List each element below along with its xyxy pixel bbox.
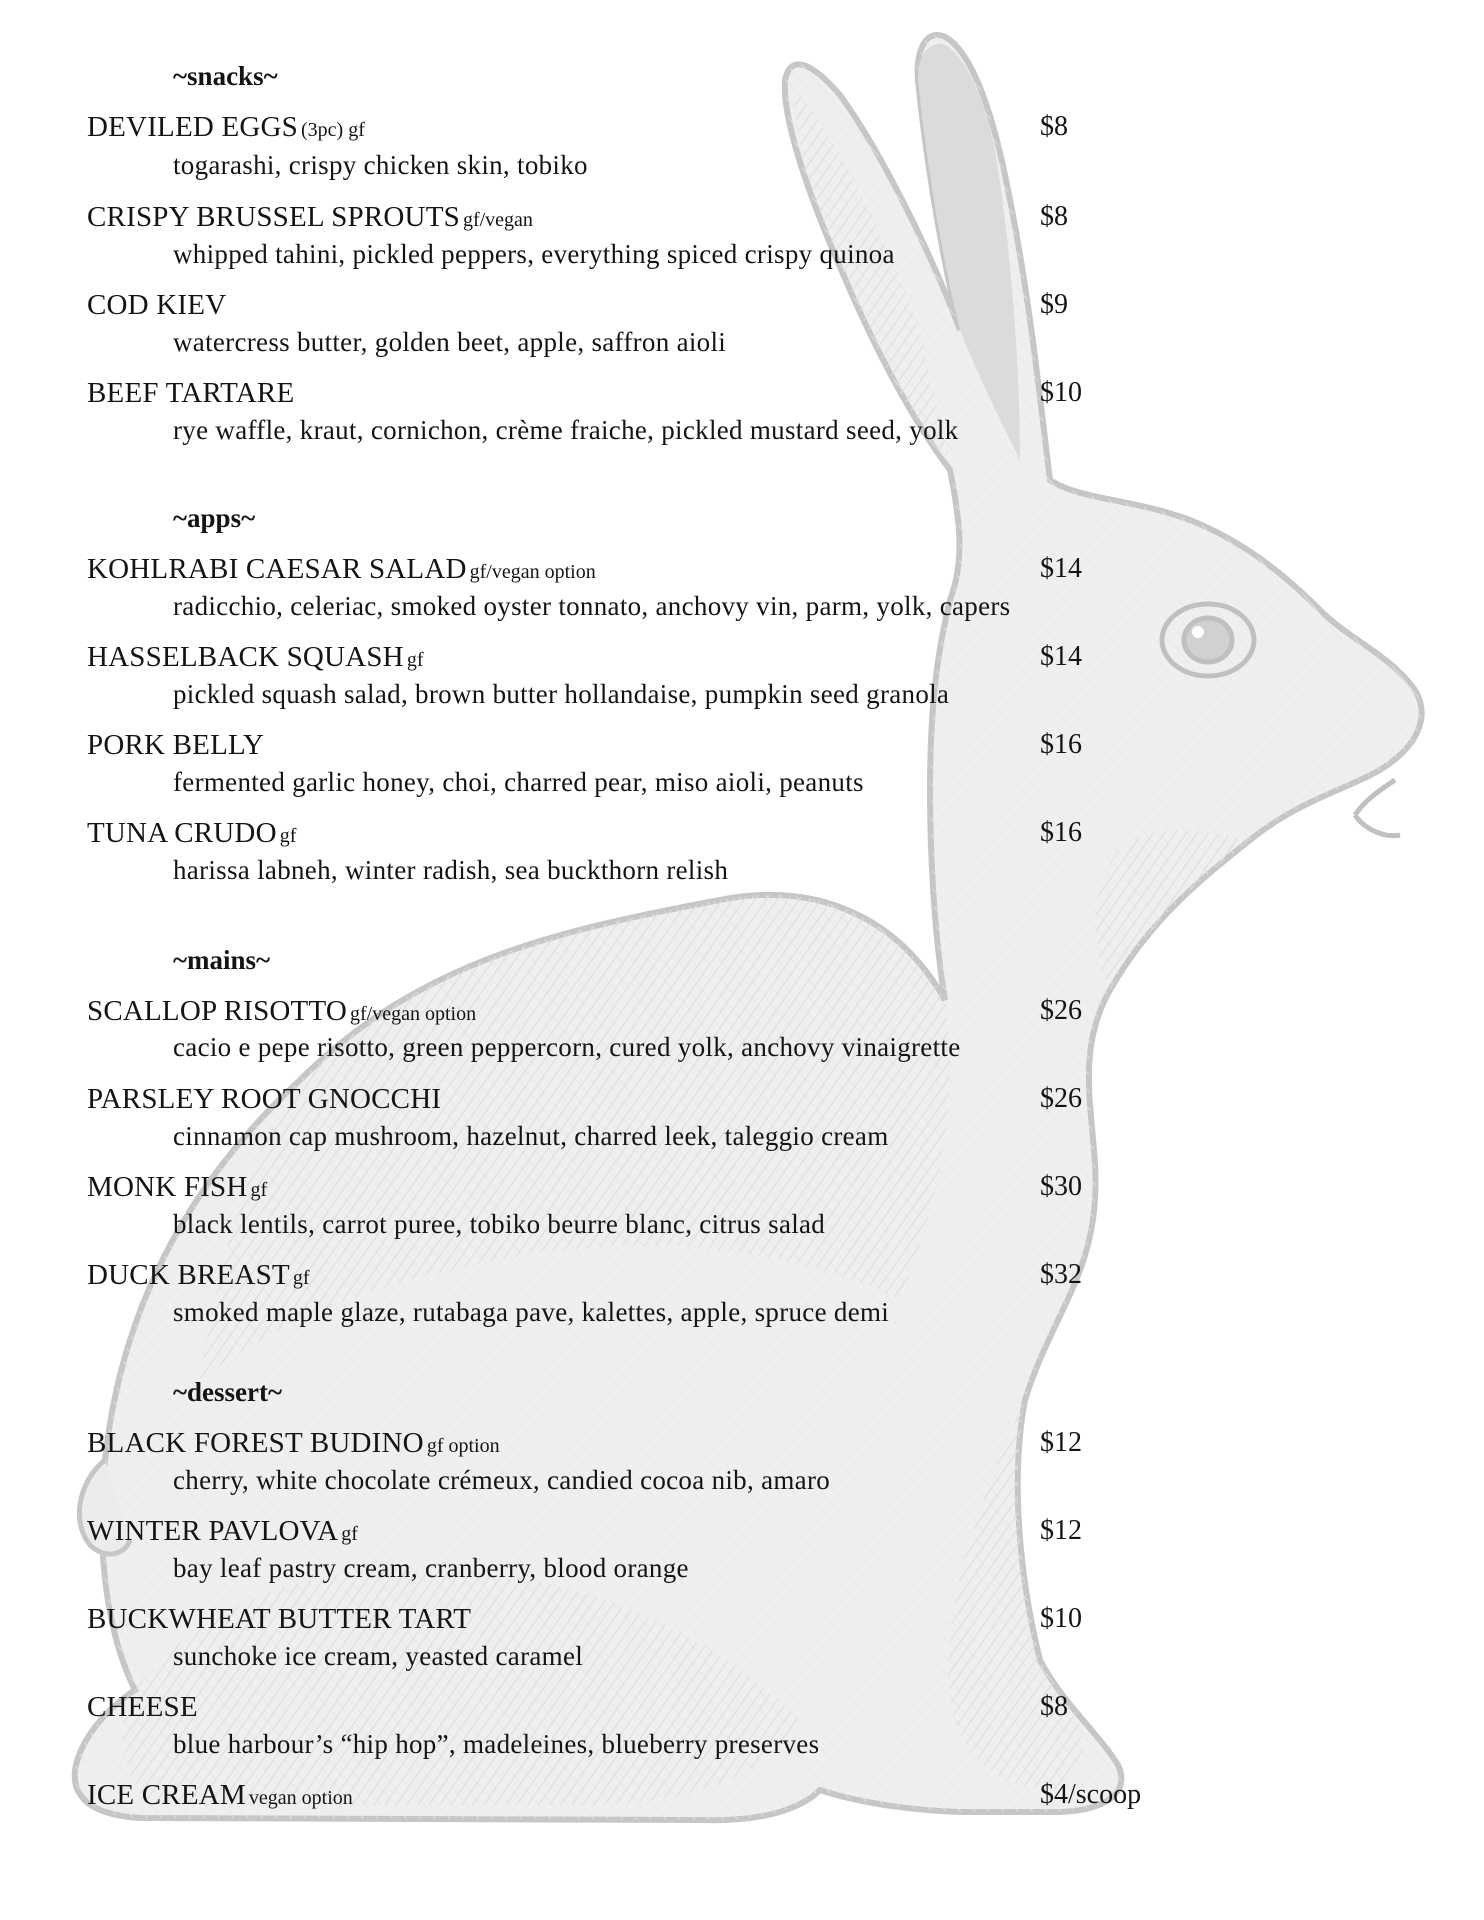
menu-item-price: $9 <box>1040 289 1068 320</box>
menu-item-description: rye waffle, kraut, cornichon, crème fraiche, pickled mustard seed, yolk <box>173 415 959 445</box>
section-heading-snacks: ~snacks~ <box>173 61 278 91</box>
menu-item-description: whipped tahini, pickled peppers, everything spiced crispy quinoa <box>173 239 895 269</box>
menu-item-price: $8 <box>1040 111 1068 142</box>
menu-item-price: $14 <box>1040 641 1082 672</box>
menu-item-name: KOHLRABI CAESAR SALAD gf/vegan option <box>87 553 596 585</box>
menu-item-description: bay leaf pastry cream, cranberry, blood orange <box>173 1553 689 1583</box>
menu-item-description: cacio e pepe risotto, green peppercorn, cured yolk, anchovy vinaigrette <box>173 1032 961 1062</box>
menu-item-name: ICE CREAM vegan option <box>87 1779 353 1811</box>
menu-item-name: WINTER PAVLOVA gf <box>87 1515 358 1547</box>
menu-item-description: cherry, white chocolate crémeux, candied cocoa nib, amaro <box>173 1465 831 1495</box>
menu-item-price: $26 <box>1040 995 1082 1026</box>
menu-item-price: $16 <box>1040 729 1082 760</box>
menu-item-description: sunchoke ice cream, yeasted caramel <box>173 1641 584 1671</box>
menu-item-price: $16 <box>1040 817 1082 848</box>
menu-item-name: CRISPY BRUSSEL SPROUTS gf/vegan <box>87 201 533 233</box>
menu-item-tag: gf <box>292 1267 310 1289</box>
menu-item-description: togarashi, crispy chicken skin, tobiko <box>173 150 588 180</box>
menu-item-description: fermented garlic honey, choi, charred pear, miso aioli, peanuts <box>173 767 864 797</box>
menu-item-description: watercress butter, golden beet, apple, saffron aioli <box>173 327 727 357</box>
menu-item-tag: gf option <box>426 1435 500 1457</box>
menu-item-description: cinnamon cap mushroom, hazelnut, charred leek, taleggio cream <box>173 1121 889 1151</box>
menu-item-price: $26 <box>1040 1083 1082 1114</box>
menu-item-name: HASSELBACK SQUASH gf <box>87 641 424 673</box>
menu-item-description: blue harbour’s “hip hop”, madeleines, blueberry preserves <box>173 1729 820 1759</box>
menu-item-price: $12 <box>1040 1427 1082 1458</box>
section-heading-dessert: ~dessert~ <box>173 1377 283 1407</box>
menu-item-description: harissa labneh, winter radish, sea buckthorn relish <box>173 855 729 885</box>
menu-item-name: BEEF TARTARE <box>87 377 295 409</box>
section-heading-apps: ~apps~ <box>173 503 256 533</box>
menu-item-description: radicchio, celeriac, smoked oyster tonnato, anchovy vin, parm, yolk, capers <box>173 591 1011 621</box>
menu-item-name: DEVILED EGGS (3pc) gf <box>87 111 365 143</box>
menu-item-name: CHEESE <box>87 1691 198 1723</box>
menu-item-name: BUCKWHEAT BUTTER TART <box>87 1603 472 1635</box>
menu-item-description: pickled squash salad, brown butter hollandaise, pumpkin seed granola <box>173 679 950 709</box>
menu-item-description: smoked maple glaze, rutabaga pave, kalettes, apple, spruce demi <box>173 1297 890 1327</box>
menu-item-price: $10 <box>1040 1603 1082 1634</box>
menu-item-name: BLACK FOREST BUDINO gf option <box>87 1427 500 1459</box>
menu-item-tag: gf/vegan option <box>469 561 596 583</box>
menu-item-tag: gf/vegan <box>462 209 533 231</box>
menu-item-price: $10 <box>1040 377 1082 408</box>
menu-item-price: $8 <box>1040 201 1068 232</box>
menu-item-name: COD KIEV <box>87 289 227 321</box>
menu-item-tag: gf <box>250 1179 268 1201</box>
menu-item-price: $12 <box>1040 1515 1082 1546</box>
menu-item-tag: gf <box>406 649 424 671</box>
menu-item-tag: (3pc) gf <box>301 119 365 141</box>
menu-item-tag: gf/vegan option <box>350 1003 477 1025</box>
menu-item-name: PARSLEY ROOT GNOCCHI <box>87 1083 442 1115</box>
section-heading-mains: ~mains~ <box>173 945 271 975</box>
menu-item-price: $32 <box>1040 1259 1082 1290</box>
menu-item-tag: gf <box>279 825 297 847</box>
menu-item-tag: gf <box>341 1523 358 1545</box>
menu-item-description: black lentils, carrot puree, tobiko beurre blanc, citrus salad <box>173 1209 826 1239</box>
menu-item-name: DUCK BREAST gf <box>87 1259 310 1291</box>
menu-item-price: $14 <box>1040 553 1082 584</box>
menu-item-name: TUNA CRUDO gf <box>87 817 297 849</box>
menu-item-name: SCALLOP RISOTTO gf/vegan option <box>87 995 477 1027</box>
menu-item-price: $8 <box>1040 1691 1068 1722</box>
menu-item-price: $30 <box>1040 1171 1082 1202</box>
menu-item-name: MONK FISH gf <box>87 1171 268 1203</box>
menu-item-tag: vegan option <box>248 1787 353 1809</box>
menu-item-name: PORK BELLY <box>87 729 265 761</box>
menu-item-price: $4/scoop <box>1040 1779 1142 1810</box>
